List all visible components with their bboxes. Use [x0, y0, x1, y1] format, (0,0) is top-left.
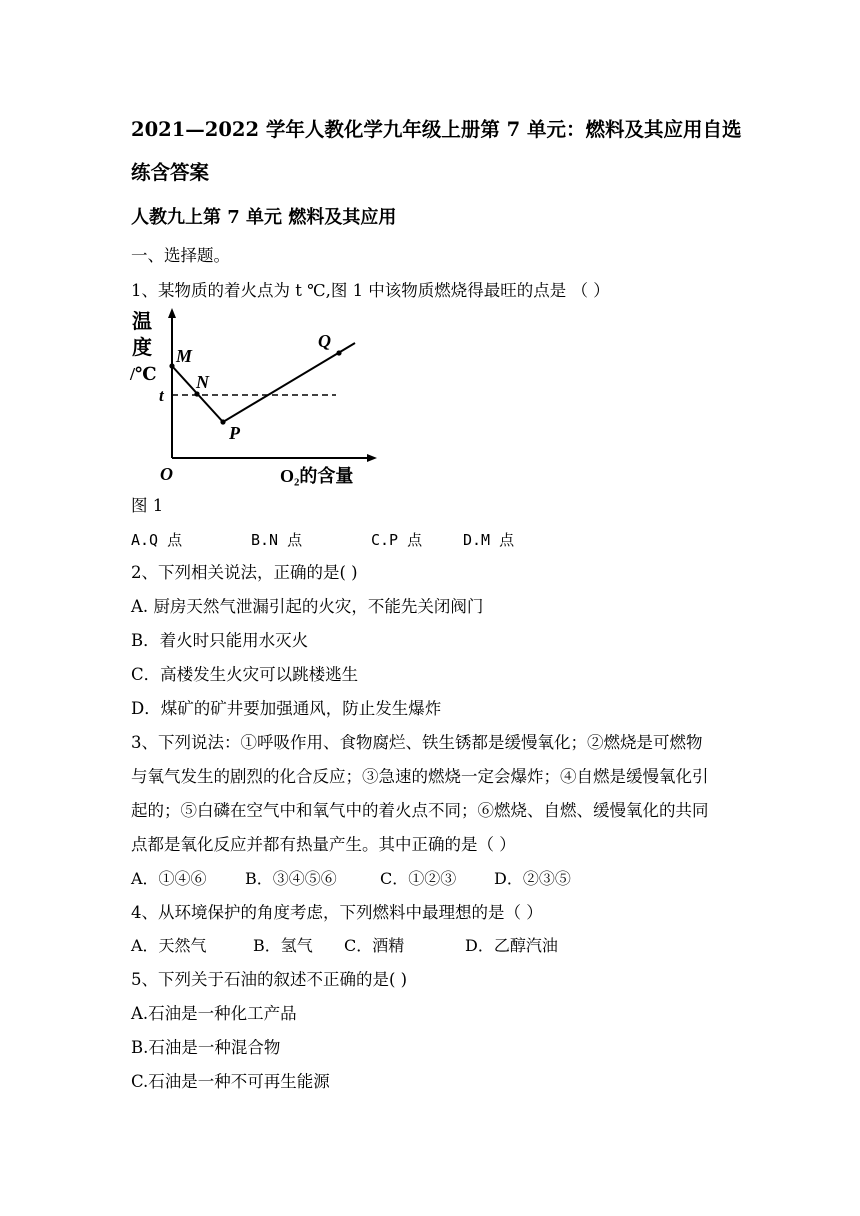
- doc-subtitle: 人教九上第 7 单元 燃料及其应用: [131, 207, 397, 228]
- y-label-line1: 温: [132, 311, 152, 333]
- point-Q: [336, 350, 341, 355]
- section-heading: 一、选择题。: [131, 246, 230, 265]
- doc-title-line1: 2021—2022 学年人教化学九年级上册第 7 单元：燃料及其应用自选: [131, 118, 742, 141]
- q3-stem-line1: 3、下列说法：①呼吸作用、食物腐烂、铁生锈都是缓慢氧化；②燃烧是可燃物: [131, 733, 703, 752]
- label-N: N: [196, 372, 209, 392]
- q3-option-d: D．②③⑤: [494, 869, 571, 888]
- q3-stem-line3: 起的；⑤白磷在空气中和氧气中的着火点不同；⑥燃烧、自燃、缓慢氧化的共同: [131, 801, 709, 820]
- x-axis-label: O₂的含量: [280, 466, 354, 486]
- point-P: [220, 419, 225, 424]
- y-axis-arrow: [168, 308, 176, 318]
- q2-option-c: C．高楼发生火灾可以跳楼逃生: [131, 665, 359, 684]
- q1-option-a: A.Q 点: [131, 531, 183, 549]
- q5-stem: 5、下列关于石油的叙述不正确的是( ): [131, 970, 408, 989]
- q3-stem-line4: 点都是氧化反应并都有热量产生。其中正确的是（ ）: [131, 835, 516, 854]
- y-label-line3: /℃: [130, 364, 157, 384]
- q4-option-b: B．氢气: [253, 936, 313, 955]
- q5-option-b: B.石油是一种混合物: [131, 1038, 281, 1057]
- point-N: [194, 391, 199, 396]
- point-M: [169, 363, 174, 368]
- q1-figure: [128, 306, 378, 490]
- q4-option-a: A．天然气: [131, 936, 207, 955]
- q4-option-d: D．乙醇汽油: [465, 936, 558, 955]
- q5-option-c: C.石油是一种不可再生能源: [131, 1072, 330, 1091]
- q3-option-a: A．①④⑥: [131, 869, 207, 888]
- y-label-line2: 度: [132, 337, 152, 359]
- q3-stem-line2: 与氧气发生的剧烈的化合反应；③急速的燃烧一定会爆炸；④自燃是缓慢氧化引: [131, 767, 709, 786]
- label-P: P: [229, 423, 240, 443]
- doc-title-line2: 练含答案: [131, 161, 210, 184]
- q1-option-b: B.N 点: [251, 531, 303, 549]
- t-label: t: [159, 386, 164, 405]
- q1-caption: 图 1: [131, 496, 164, 515]
- q5-option-a: A.石油是一种化工产品: [131, 1004, 297, 1023]
- q2-option-d: D．煤矿的矿井要加强通风，防止发生爆炸: [131, 699, 442, 718]
- origin-label: O: [160, 464, 173, 484]
- q4-stem: 4、从环境保护的角度考虑，下列燃料中最理想的是（ ）: [131, 903, 543, 922]
- q1-option-c: C.P 点: [371, 531, 423, 549]
- x-axis-arrow: [367, 454, 377, 462]
- label-Q: Q: [318, 331, 331, 351]
- q1-stem: 1、某物质的着火点为 t ℃,图 1 中该物质燃烧得最旺的点是 （ ）: [131, 281, 610, 300]
- q1-option-d: D.M 点: [463, 531, 515, 549]
- q3-option-c: C．①②③: [380, 869, 457, 888]
- label-M: M: [176, 346, 193, 366]
- q2-stem: 2、下列相关说法，正确的是( ): [131, 563, 358, 582]
- q4-option-c: C．酒精: [344, 936, 405, 955]
- q2-option-a: A. 厨房天然气泄漏引起的火灾，不能先关闭阀门: [131, 597, 484, 616]
- q2-option-b: B．着火时只能用水灭火: [131, 631, 309, 650]
- q3-option-b: B．③④⑤⑥: [245, 869, 337, 888]
